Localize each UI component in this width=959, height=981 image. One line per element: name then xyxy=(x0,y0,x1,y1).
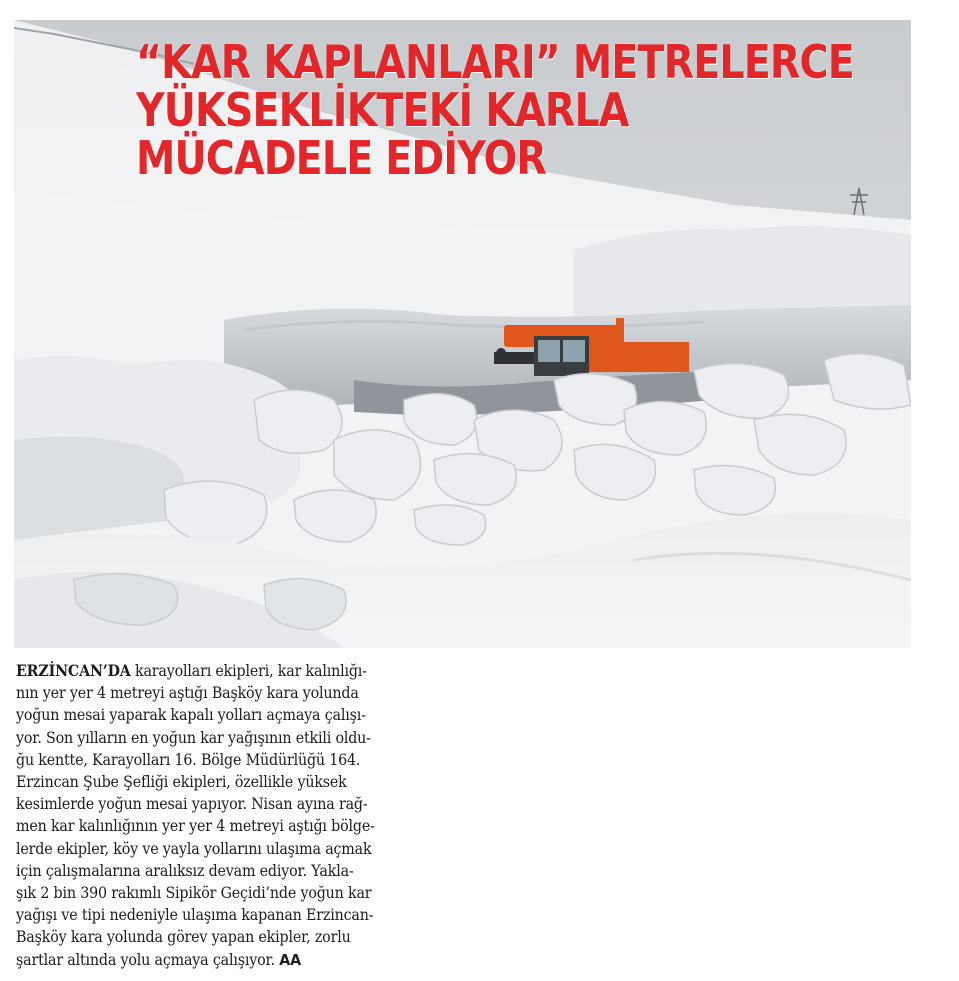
article-line-14 xyxy=(16,949,448,971)
article-line-1 xyxy=(16,660,448,682)
article-line-10: için çalışmalarına aralıksız devam ediyor. Yakla- xyxy=(16,861,354,880)
article-line-6: Erzincan Şube Şefliği ekipleri, özellikle yüksek xyxy=(16,773,347,792)
article-line-9: lerde ekipler, köy ve yayla yollarını ulaşıma açmak xyxy=(16,839,372,858)
article-source: AA xyxy=(279,950,301,969)
article-body xyxy=(16,660,486,971)
article-line-4: yor. Son yılların en yoğun kar yağışının etkili oldu- xyxy=(16,728,371,747)
article-line-11: şık 2 bin 390 rakımlı Sipikör Geçidi’nde yoğun kar xyxy=(16,884,372,903)
article-line-14-text: şartlar altında yolu açmaya çalışıyor. xyxy=(16,950,280,969)
headline-line-2: YÜKSEKLİKTEKİ KARLA xyxy=(136,83,629,137)
article-line-3: yoğun mesai yaparak kapalı yolları açmaya çalışı- xyxy=(16,706,366,725)
article-line-12: yağışı ve tipi nedeniyle ulaşıma kapanan Erzincan- xyxy=(16,906,374,925)
article-line-1-text: karayolları ekipleri, kar kalınlığı- xyxy=(130,662,367,680)
article-line-2: nın yer yer 4 metreyi aştığı Başköy kara yolunda xyxy=(16,684,359,703)
article-line-13: Başköy kara yolunda görev yapan ekipler, zorlu xyxy=(16,928,351,947)
article-lead: ERZİNCAN’DA xyxy=(16,661,131,680)
article-line-5: ğu kentte, Karayolları 16. Bölge Müdürlüğü 164. xyxy=(16,750,361,769)
article-line-8: men kar kalınlığının yer yer 4 metreyi aştığı bölge- xyxy=(16,817,375,836)
headline-line-3: MÜCADELE EDİYOR xyxy=(136,131,547,185)
article-line-7: kesimlerde yoğun mesai yapıyor. Nisan ayına rağ- xyxy=(16,795,368,814)
headline xyxy=(136,35,854,185)
headline-line-1: “KAR KAPLANLARI” METRELERCE xyxy=(136,35,854,89)
